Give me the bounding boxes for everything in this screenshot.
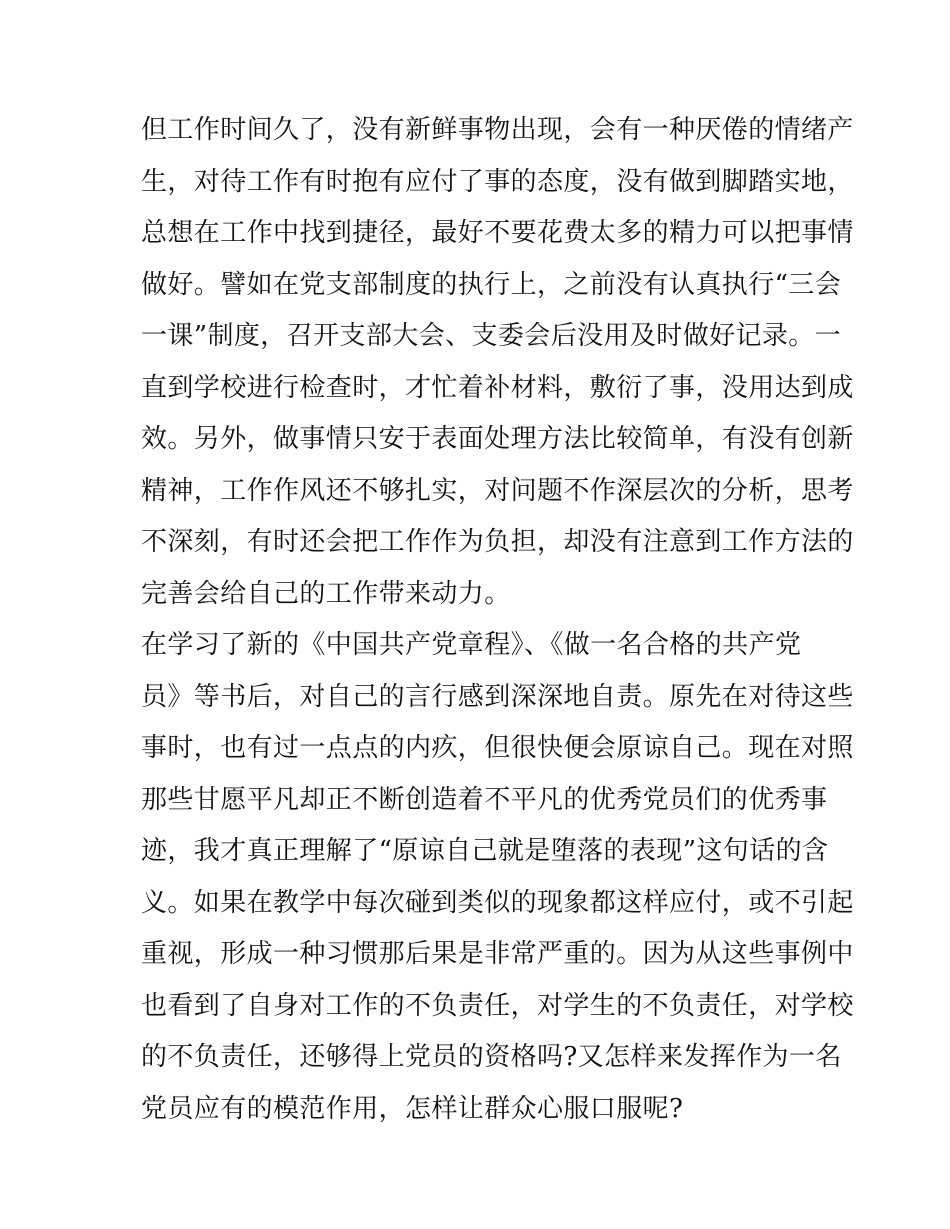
text-line: 直到学校进行检查时，才忙着补材料，敷衍了事，没用达到成 xyxy=(141,372,854,403)
text-line: 但工作时间久了，没有新鲜事物出现，会有一种厌倦的情绪产 xyxy=(141,115,854,145)
body-text xyxy=(141,105,854,1135)
text-line: 党员应有的模范作用，怎样让群众心服口服呢? xyxy=(141,1093,684,1124)
text-line: 总想在工作中找到捷径，最好不要花费太多的精力可以把事情 xyxy=(141,218,854,248)
text-line: 精神，工作作风还不够扎实，对问题不作深层次的分析，思考 xyxy=(141,475,854,506)
text-line: 也看到了自身对工作的不负责任，对学生的不负责任，对学校 xyxy=(141,990,854,1021)
text-line: 一课”制度，召开支部大会、支委会后没用及时做好记录。一 xyxy=(141,321,842,351)
text-line: 义。如果在教学中每次碰到类似的现象都这样应付，或不引起 xyxy=(141,887,854,918)
text-line: 生，对待工作有时抱有应付了事的态度，没有做到脚踏实地， xyxy=(141,166,854,197)
text-line: 迹，我才真正理解了“原谅自己就是堕落的表现”这句话的含 xyxy=(141,836,829,866)
text-line: 那些甘愿平凡却正不断创造着不平凡的优秀党员们的优秀事 xyxy=(141,784,828,815)
text-line: 事时，也有过一点点的内疚，但很快便会原谅自己。现在对照 xyxy=(141,733,854,763)
text-line: 重视，形成一种习惯那后果是非常严重的。因为从这些事例中 xyxy=(141,939,854,969)
text-line: 效。另外，做事情只安于表面处理方法比较简单，有没有创新 xyxy=(141,424,854,454)
text-line: 员》等书后，对自己的言行感到深深地自责。原先在对待这些 xyxy=(141,681,854,712)
text-line: 不深刻，有时还会把工作作为负担，却没有注意到工作方法的 xyxy=(141,527,854,557)
text-line: 完善会给自己的工作带来动力。 xyxy=(141,578,511,609)
text-line: 做好。譬如在党支部制度的执行上，之前没有认真执行“三会 xyxy=(141,269,842,300)
text-line: 在学习了新的《中国共产党章程》、《做一名合格的共产党 xyxy=(141,630,802,660)
text-line: 的不负责任，还够得上党员的资格吗?又怎样来发挥作为一名 xyxy=(141,1042,842,1072)
